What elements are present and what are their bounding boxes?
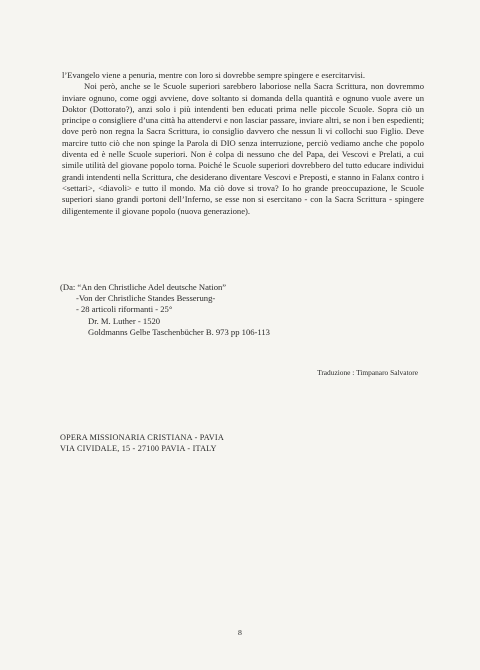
citation-line: - 28 articoli riformanti - 25° — [76, 304, 173, 315]
citation-block — [60, 282, 360, 338]
citation-line: Dr. M. Luther - 1520 — [88, 315, 161, 326]
publisher-address: VIA CIVIDALE, 15 - 27100 PAVIA - ITALY — [60, 443, 217, 453]
page-number: 8 — [238, 628, 242, 637]
paragraph: Noi però, anche se le Scuole superiori sarebbero laboriose nella Sacra Scrittura, non dovremmo inviare ognuno, come oggi avviene, dove soltanto si domanda della quantità e ognuno vuole avere un Doktor (Dottorato?), anzi solo i più intendenti ben educati prima nelle piccole Scuole. Sopra ciò un principe o consigliere d’una città ha attendervi e non lasciar passare, inviare altri, se non i ben espedienti; dove però non regna la Sacra Scrittura, io consiglio davvero che nessun li vi collochi suo Figlio. Deve marcire tutto ciò che non spinge la Parola di DIO senza interruzione, perciò vediamo anche che popolo diventa ed è nelle Scuole superiori. Non è colpa di nessuno che del Papa, dei Vescovi e Prelati, a cui simile utilità del giovane popolo torna. Poiché le Scuole superiori dovrebbero del tutto educare individui grandi intendenti nella Scrittura, che desiderano diventare Vescovi e Preposti, e stanno in Falanx contro i <settari>, <diavoli> e tutto il mondo. Ma ciò dove si trova? Io ho grande preoccupazione, le Scuole superiori siano grandi portoni dell’Inferno, se esse non si esercitano - con la Sacra Scrittura - spingere diligentemente il giovane popolo (nuova generazione). — [62, 81, 424, 216]
publisher-block — [60, 433, 224, 454]
body-text — [62, 70, 424, 217]
paragraph: l’Evangelo viene a penuria, mentre con loro si dovrebbe sempre spingere e esercitarvisi. — [62, 70, 366, 80]
citation-line: -Von der Christliche Standes Besserung- — [76, 293, 216, 304]
citation-line: Goldmanns Gelbe Taschenbücher B. 973 pp 106-113 — [88, 326, 270, 337]
citation-line: (Da: “An den Christliche Adel deutsche Nation” — [60, 282, 227, 292]
publisher-name: OPERA MISSIONARIA CRISTIANA - PAVIA — [60, 433, 224, 442]
translation-credit: Traduzione : Timpanaro Salvatore — [317, 368, 418, 377]
